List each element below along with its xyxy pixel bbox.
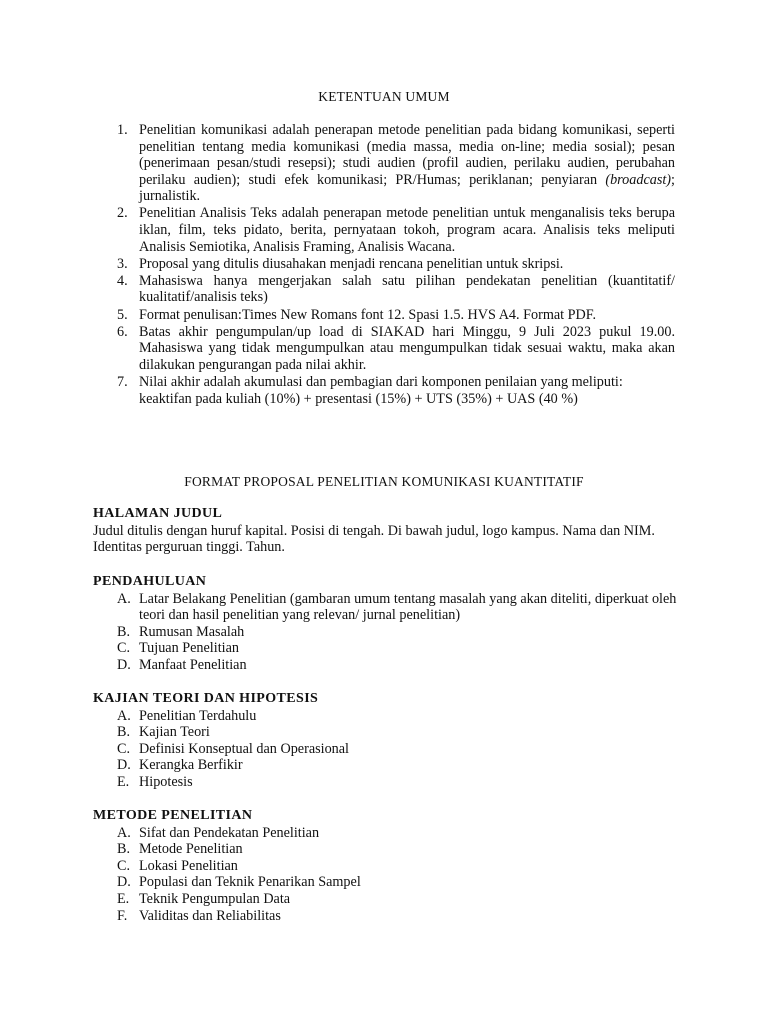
heading-format-proposal: FORMAT PROPOSAL PENELITIAN KOMUNIKASI KUANTITATIF [184,474,584,489]
list-item [93,874,683,891]
item-text: Lokasi Penelitian [139,857,238,874]
item-text: Metode Penelitian [139,841,243,858]
item-text: Latar Belakang Penelitian (gambaran umum tentang masalah yang akan diteliti, diperkuat oleh teori dan hasil penelitian yang relevan/ jurnal penelitian) [139,590,677,624]
item-text: Hipotesis [139,773,193,790]
rule-item [93,256,675,273]
rule-number: 7. [117,373,128,390]
list-item [93,657,683,674]
item-text: Rumusan Masalah [139,623,245,640]
item-letter: B. [117,724,131,741]
list-item [93,591,683,624]
rule-number: 5. [117,306,128,323]
section-title: METODE PENELITIAN [93,808,253,823]
rule-item [93,273,675,306]
rule-text: Nilai akhir adalah akumulasi dan pembagian dari komponen penilaian yang meliputi: keaktifan pada kuliah (10%) + presentasi (15%) + UTS (35%) + UAS (40 %) [139,373,623,407]
rule-item [93,205,675,255]
list-item [93,708,683,725]
item-text: Kerangka Berfikir [139,757,243,774]
section-kajian-teori [93,691,683,791]
item-letter: B. [117,623,131,640]
item-text: Penelitian Terdahulu [139,707,257,724]
item-text: Sifat dan Pendekatan Penelitian [139,824,320,841]
item-letter: C. [117,640,131,657]
rule-number: 4. [117,272,128,289]
item-text: Validitas dan Reliabilitas [139,907,281,924]
item-letter: D. [117,757,131,774]
section-list [93,708,683,791]
rule-number: 6. [117,323,128,340]
item-letter: C. [117,740,131,757]
list-item [93,891,683,908]
list-item [93,908,683,925]
item-letter: A. [117,590,131,607]
item-letter: B. [117,841,131,858]
section-metode-penelitian [93,808,683,924]
heading-ketentuan-umum: KETENTUAN UMUM [318,89,450,104]
item-letter: E. [117,890,130,907]
rule-text: Mahasiswa hanya mengerjakan salah satu pilihan pendekatan penelitian (kuantitatif/ kualitatif/analisis teks) [139,272,675,306]
section-title: HALAMAN JUDUL [93,506,223,521]
rule-item [93,374,675,407]
section-paragraph: Judul ditulis dengan huruf kapital. Posisi di tengah. Di bawah judul, logo kampus. Nama dan NIM. Identitas perguruan tinggi. Tahun. [93,522,655,556]
rule-item [93,307,675,324]
list-item [93,841,683,858]
list-item [93,724,683,741]
rule-text: Penelitian Analisis Teks adalah penerapan metode penelitian untuk menganalisis teks berupa iklan, film, teks pidato, berita, pernyataan tokoh, program acara. Analisis teks meliputi Analisis Semiotika, Analisis Framing, Analisis Wacana. [139,205,675,255]
rule-text [139,122,675,205]
rule-text-italic: (broadcast) [605,171,672,188]
list-item [93,757,683,774]
list-item [93,741,683,758]
item-letter: E. [117,773,130,790]
list-item [93,640,683,657]
section-title: PENDAHULUAN [93,574,207,589]
item-letter: A. [117,707,131,724]
rule-text-tail: ; jurnalistik. [139,171,675,205]
item-text: Tujuan Penelitian [139,640,239,657]
rule-number: 2. [117,205,128,222]
rule-item [93,122,675,205]
section-list [93,825,683,925]
rule-item [93,324,675,374]
item-letter: D. [117,656,131,673]
general-rules-list [93,122,675,408]
item-text: Populasi dan Teknik Penarikan Sampel [139,874,361,891]
list-item [93,774,683,791]
item-text: Definisi Konseptual dan Operasional [139,740,349,757]
rule-text: Batas akhir pengumpulan/up load di SIAKAD hari Minggu, 9 Juli 2023 pukul 19.00. Mahasiswa yang tidak mengumpulkan atau mengumpulkan tidak sesuai waktu, maka akan dilakukan pengurangan pada nilai akhir. [139,323,675,373]
item-text: Teknik Pengumpulan Data [139,890,291,907]
rule-text-main: Penelitian komunikasi adalah penerapan metode penelitian pada bidang komunikasi, seperti penelitian tentang media komunikasi (media massa, media on-line; media sosial); pesan (penerimaan pesan/studi resepsi); studi audien (profil audien, perilaku audien, perubahan perilaku audien); studi efek komunikasi; PR/Humas; periklanan; penyiaran [139,122,675,188]
rule-text: Proposal yang ditulis diusahakan menjadi rencana penelitian untuk skripsi. [139,255,564,272]
list-item [93,825,683,842]
list-item [93,624,683,641]
section-title: KAJIAN TEORI DAN HIPOTESIS [93,691,319,706]
section-list [93,591,683,674]
item-letter: A. [117,824,131,841]
section-halaman-judul [93,506,683,556]
rule-number: 1. [117,122,128,138]
item-letter: C. [117,857,131,874]
rule-number: 3. [117,255,128,272]
rule-text: Format penulisan:Times New Romans font 12. Spasi 1.5. HVS A4. Format PDF. [139,306,597,323]
item-letter: F. [117,907,128,924]
section-pendahuluan [93,574,683,674]
item-text: Kajian Teori [139,724,210,741]
item-text: Manfaat Penelitian [139,656,247,673]
list-item [93,858,683,875]
item-letter: D. [117,874,131,891]
